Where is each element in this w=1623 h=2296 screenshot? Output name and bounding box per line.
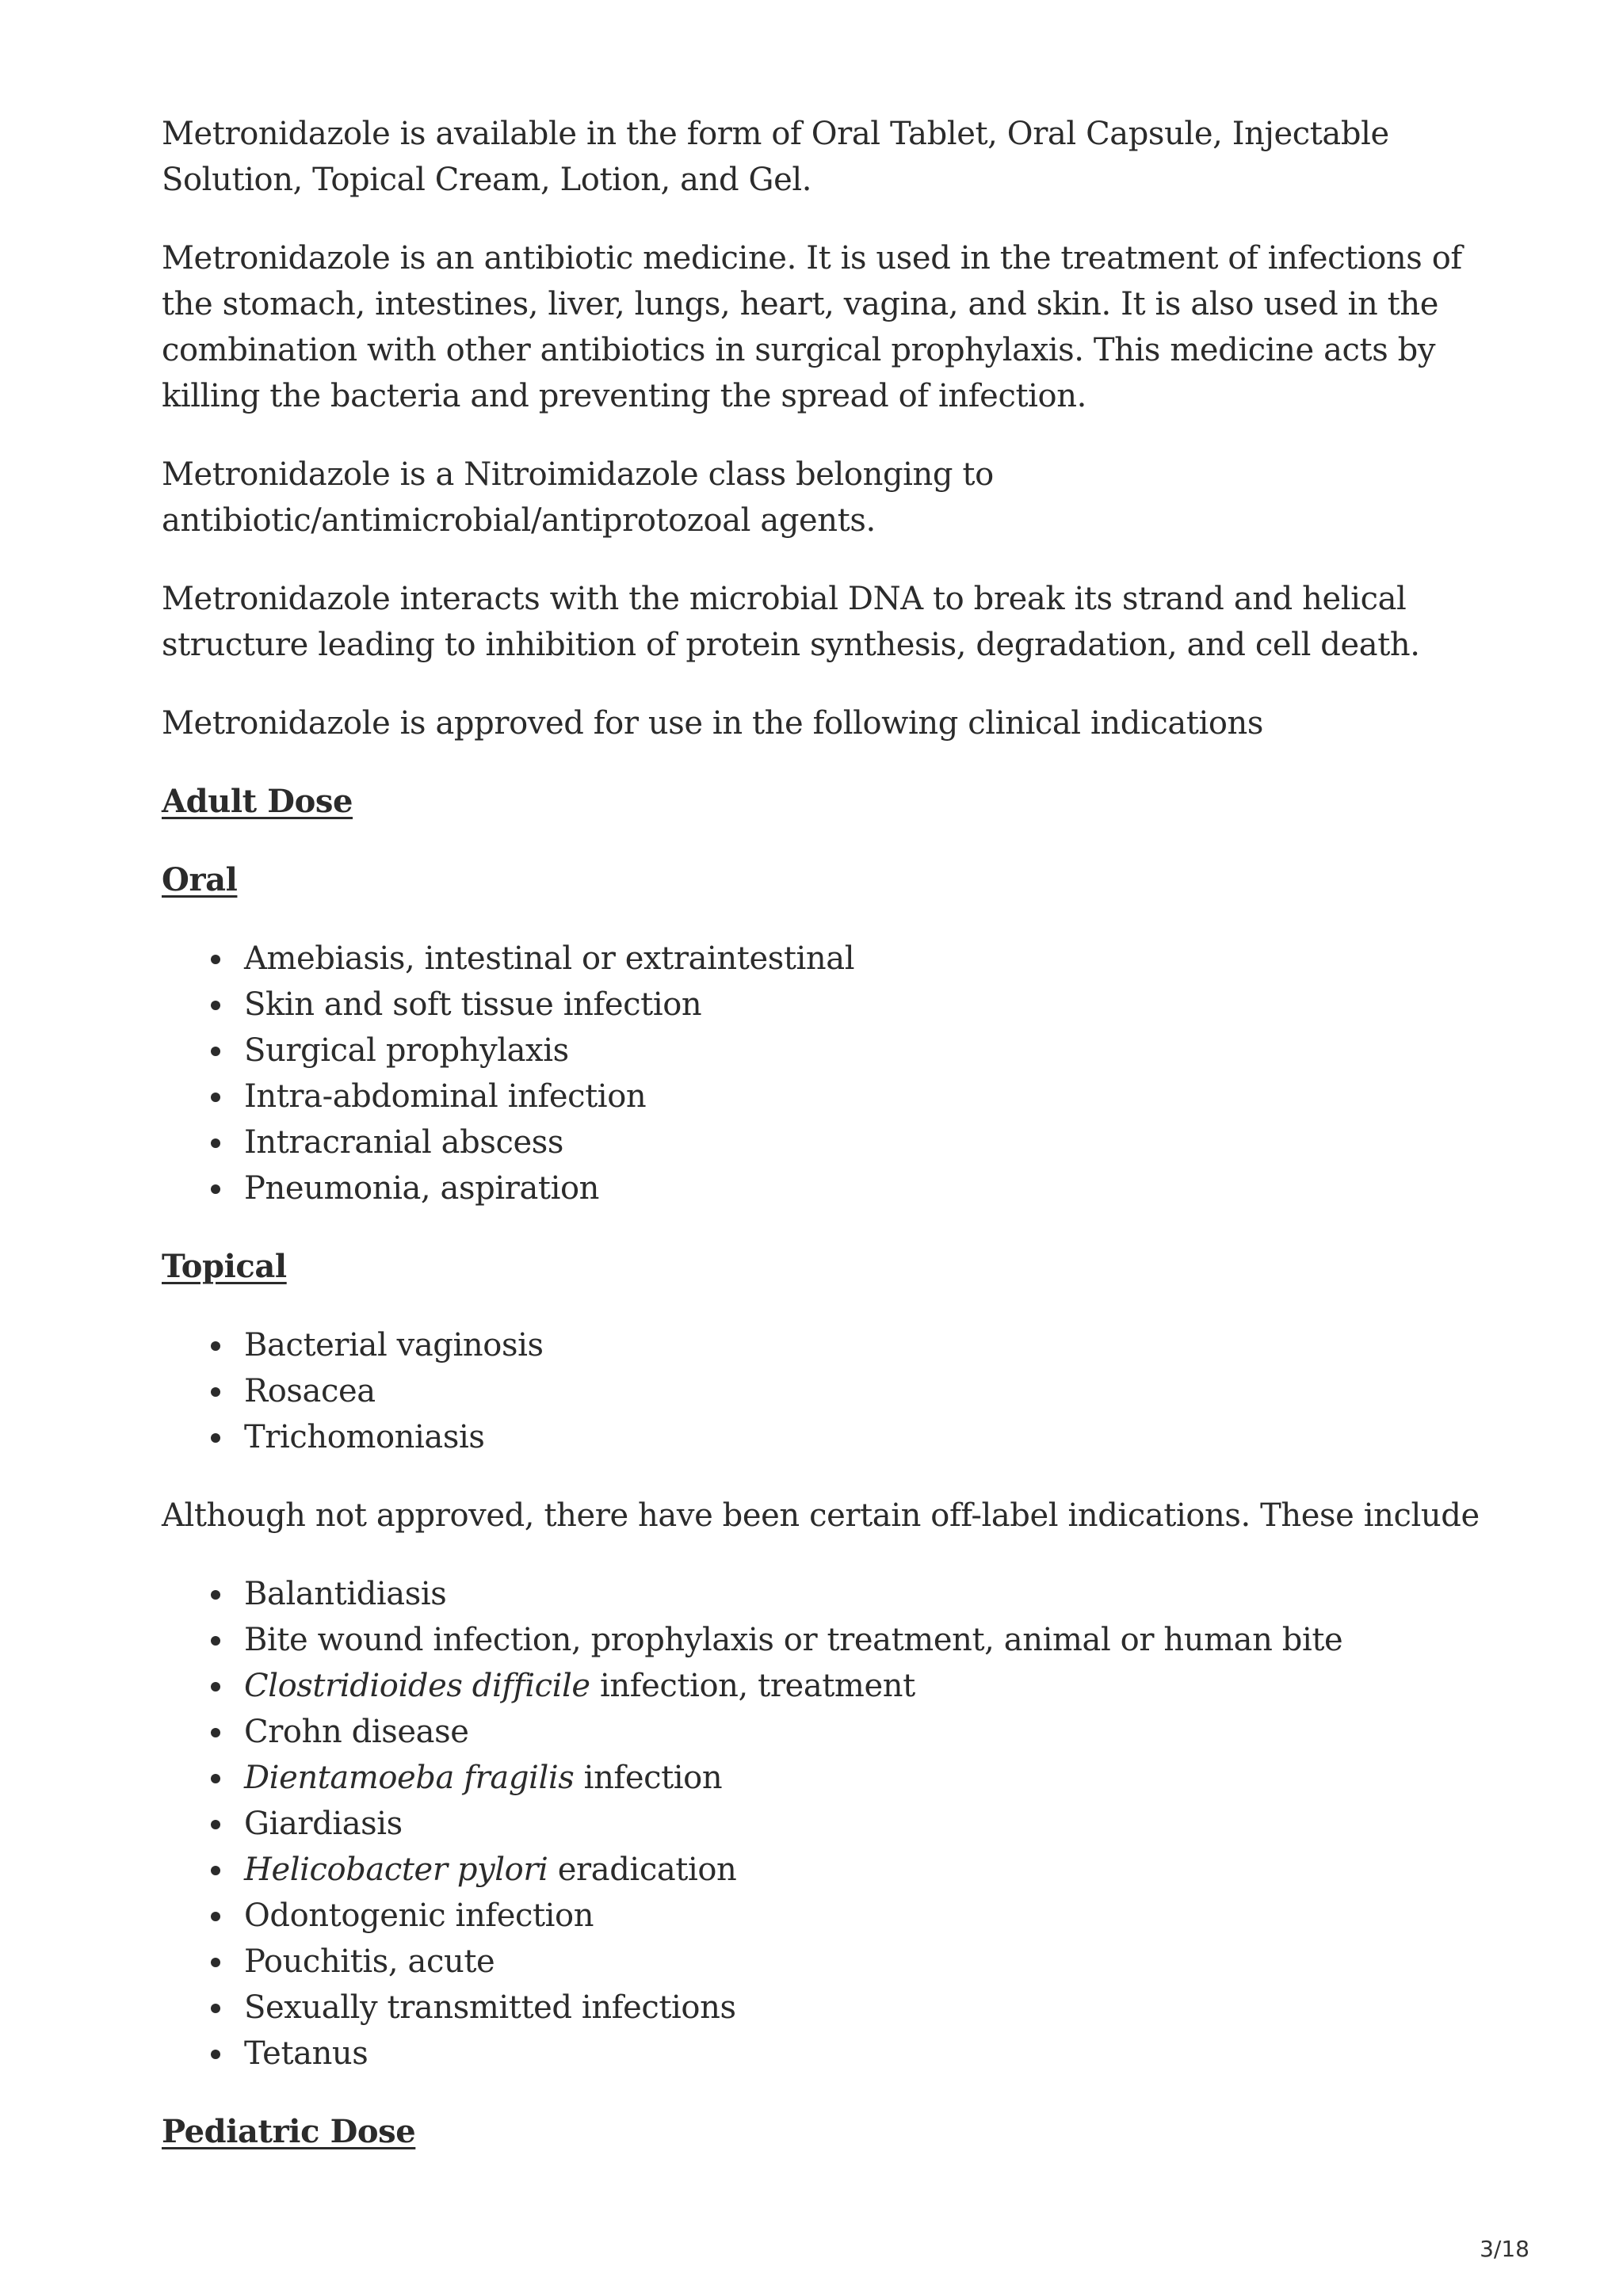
intro-paragraph-class (162, 452, 1493, 543)
list-item (244, 1939, 1493, 1985)
organism-name: Clostridioides difficile (244, 1668, 590, 1704)
list-item (244, 1985, 1493, 2031)
adult-dose-heading: Adult Dose (162, 783, 353, 820)
topical-heading: Topical (162, 1248, 287, 1285)
list-item-text: Giardiasis (244, 1806, 403, 1842)
list-item (244, 2031, 1493, 2077)
list-item (244, 1571, 1493, 1617)
intro-paragraph-uses: Metronidazole is an antibiotic medicine. It is used in the treatment of infections of the stomach, intestines, liver, lungs, heart, vagina, and skin. It is also used in the combination with other antibiotics in surgical prophylaxis. This medicine acts by killing the bacteria and preventing the spread of infection. (162, 240, 1462, 414)
off-label-list (162, 1571, 1493, 2077)
list-item-text: Tetanus (244, 2035, 369, 2072)
list-item (244, 1663, 1493, 1709)
page-number: 3/18 (1480, 2236, 1529, 2262)
topical-indications-list (162, 1322, 1493, 1460)
list-item-text: Balantidiasis (244, 1576, 447, 1612)
list-item: Intracranial abscess (244, 1119, 1493, 1165)
list-item-text: Bite wound infection, prophylaxis or treatment, animal or human bite (244, 1622, 1343, 1658)
intro-paragraph-mechanism: Metronidazole interacts with the microbial DNA to break its strand and helical structure leading to inhibition of protein synthesis, degradation, and cell death. (162, 581, 1420, 663)
list-item-text: Sexually transmitted infections (244, 1989, 736, 2026)
oral-heading: Oral (162, 861, 238, 898)
list-item: Intra-abdominal infection (244, 1074, 1493, 1119)
list-item-text: Pouchitis, acute (244, 1943, 495, 1980)
list-item-text: eradication (548, 1852, 737, 1888)
intro-paragraph-indications: Metronidazole is approved for use in the following clinical indications (162, 705, 1264, 742)
list-item: Trichomoniasis (244, 1414, 1493, 1460)
organism-name: Helicobacter pylori (244, 1852, 548, 1888)
off-label-intro: Although not approved, there have been certain off-label indications. These include (162, 1497, 1480, 1534)
intro-paragraph-class-line2: antibiotic/antimicrobial/antiprotozoal agents. (162, 502, 876, 539)
list-item: Rosacea (244, 1368, 1493, 1414)
list-item (244, 1709, 1493, 1755)
document-body (162, 111, 1493, 2187)
intro-paragraph-class-line1: Metronidazole is a Nitroimidazole class belonging to (162, 456, 994, 493)
list-item (244, 1801, 1493, 1847)
list-item (244, 1847, 1493, 1893)
list-item-text: infection, treatment (590, 1668, 915, 1704)
list-item (244, 1755, 1493, 1801)
list-item: Pneumonia, aspiration (244, 1165, 1493, 1211)
pediatric-dose-heading: Pediatric Dose (162, 2113, 416, 2150)
intro-paragraph-forms: Metronidazole is available in the form of Oral Tablet, Oral Capsule, Injectable Solution, Topical Cream, Lotion, and Gel. (162, 116, 1389, 198)
list-item: Amebiasis, intestinal or extraintestinal (244, 936, 1493, 982)
list-item-text: Crohn disease (244, 1714, 469, 1750)
list-item: Bacterial vaginosis (244, 1322, 1493, 1368)
list-item-text: Odontogenic infection (244, 1897, 594, 1934)
oral-indications-list (162, 936, 1493, 1211)
list-item (244, 1893, 1493, 1939)
list-item (244, 1617, 1493, 1663)
list-item-text: infection (574, 1760, 723, 1796)
list-item: Skin and soft tissue infection (244, 982, 1493, 1028)
organism-name: Dientamoeba fragilis (244, 1760, 575, 1796)
list-item: Surgical prophylaxis (244, 1028, 1493, 1074)
